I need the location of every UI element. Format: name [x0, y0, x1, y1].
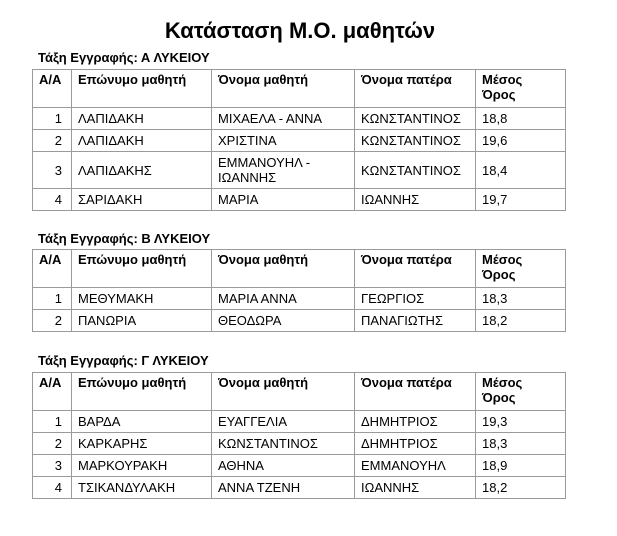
cell-surname: ΛΑΠΙΔΑΚΗΣ [72, 152, 212, 189]
header-surname: Επώνυμο μαθητή [72, 70, 212, 108]
cell-name: ΜΙΧΑΕΛΑ - ΑΝΝΑ [212, 108, 355, 130]
header-average: Μέσος Όρος [476, 373, 566, 411]
cell-surname: ΣΑΡΙΔΑΚΗ [72, 189, 212, 211]
cell-aa: 2 [33, 433, 72, 455]
cell-average: 18,8 [476, 108, 566, 130]
page-title: Κατάσταση Μ.Ο. μαθητών [164, 18, 436, 43]
table-row [33, 152, 566, 189]
header-surname: Επώνυμο μαθητή [72, 250, 212, 288]
table-header-row [33, 70, 566, 108]
cell-average: 19,7 [476, 189, 566, 211]
table-row [33, 433, 566, 455]
cell-average: 18,3 [476, 433, 566, 455]
cell-average: 18,2 [476, 310, 566, 332]
cell-aa: 1 [33, 288, 72, 310]
cell-name: ΜΑΡΙΑ ΑΝΝΑ [212, 288, 355, 310]
cell-surname: ΜΕΘΥΜΑΚΗ [72, 288, 212, 310]
cell-average: 18,3 [476, 288, 566, 310]
cell-father: ΔΗΜΗΤΡΙΟΣ [355, 433, 476, 455]
table-header-row [33, 373, 566, 411]
cell-name: ΑΝΝΑ ΤΖΕΝΗ [212, 477, 355, 499]
cell-average: 18,9 [476, 455, 566, 477]
section-label: Τάξη Εγγραφής: Β ΛΥΚΕΙΟΥ [38, 231, 211, 246]
cell-name: ΜΑΡΙΑ [212, 189, 355, 211]
table-row [33, 477, 566, 499]
cell-average: 18,4 [476, 152, 566, 189]
cell-surname: ΚΑΡΚΑΡΗΣ [72, 433, 212, 455]
cell-average: 18,2 [476, 477, 566, 499]
table-row [33, 310, 566, 332]
grades-table [32, 372, 566, 499]
grades-table [32, 69, 566, 211]
cell-name: ΘΕΟΔΩΡΑ [212, 310, 355, 332]
header-father: Όνομα πατέρα [355, 70, 476, 108]
cell-father: ΙΩΑΝΝΗΣ [355, 189, 476, 211]
header-father: Όνομα πατέρα [355, 373, 476, 411]
cell-average: 19,6 [476, 130, 566, 152]
cell-aa: 3 [33, 152, 72, 189]
table-row [33, 288, 566, 310]
header-average: Μέσος Όρος [476, 250, 566, 288]
cell-aa: 2 [33, 130, 72, 152]
table-header-row [33, 250, 566, 288]
cell-surname: ΛΑΠΙΔΑΚΗ [72, 130, 212, 152]
cell-father: ΚΩΝΣΤΑΝΤΙΝΟΣ [355, 130, 476, 152]
cell-aa: 2 [33, 310, 72, 332]
cell-aa: 3 [33, 455, 72, 477]
cell-name: ΕΜΜΑΝΟΥΗΛ - ΙΩΑΝΝΗΣ [212, 152, 355, 189]
cell-average: 19,3 [476, 411, 566, 433]
table-row [33, 108, 566, 130]
cell-father: ΚΩΝΣΤΑΝΤΙΝΟΣ [355, 108, 476, 130]
cell-name: ΕΥΑΓΓΕΛΙΑ [212, 411, 355, 433]
header-name: Όνομα μαθητή [212, 70, 355, 108]
header-average: Μέσος Όρος [476, 70, 566, 108]
cell-aa: 4 [33, 189, 72, 211]
cell-surname: ΠΑΝΩΡΙΑ [72, 310, 212, 332]
table-row [33, 189, 566, 211]
cell-father: ΙΩΑΝΝΗΣ [355, 477, 476, 499]
cell-father: ΔΗΜΗΤΡΙΟΣ [355, 411, 476, 433]
cell-aa: 4 [33, 477, 72, 499]
header-name: Όνομα μαθητή [212, 250, 355, 288]
cell-aa: 1 [33, 108, 72, 130]
cell-name: ΧΡΙΣΤΙΝΑ [212, 130, 355, 152]
cell-surname: ΒΑΡΔΑ [72, 411, 212, 433]
section-label: Τάξη Εγγραφής: Γ ΛΥΚΕΙΟΥ [38, 353, 209, 368]
header-aa: Α/Α [33, 250, 72, 288]
cell-father: ΕΜΜΑΝΟΥΗΛ [355, 455, 476, 477]
header-surname: Επώνυμο μαθητή [72, 373, 212, 411]
header-aa: Α/Α [33, 70, 72, 108]
cell-surname: ΛΑΠΙΔΑΚΗ [72, 108, 212, 130]
cell-name: ΑΘΗΝΑ [212, 455, 355, 477]
cell-name: ΚΩΝΣΤΑΝΤΙΝΟΣ [212, 433, 355, 455]
cell-surname: ΤΣΙΚΑΝΔΥΛΑΚΗ [72, 477, 212, 499]
header-name: Όνομα μαθητή [212, 373, 355, 411]
cell-father: ΠΑΝΑΓΙΩΤΗΣ [355, 310, 476, 332]
grades-table [32, 249, 566, 332]
table-row [33, 130, 566, 152]
cell-aa: 1 [33, 411, 72, 433]
table-row [33, 411, 566, 433]
cell-father: ΓΕΩΡΓΙΟΣ [355, 288, 476, 310]
section-label: Τάξη Εγγραφής: Α ΛΥΚΕΙΟΥ [38, 50, 210, 65]
cell-surname: ΜΑΡΚΟΥΡΑΚΗ [72, 455, 212, 477]
header-aa: Α/Α [33, 373, 72, 411]
header-father: Όνομα πατέρα [355, 250, 476, 288]
table-row [33, 455, 566, 477]
cell-father: ΚΩΝΣΤΑΝΤΙΝΟΣ [355, 152, 476, 189]
